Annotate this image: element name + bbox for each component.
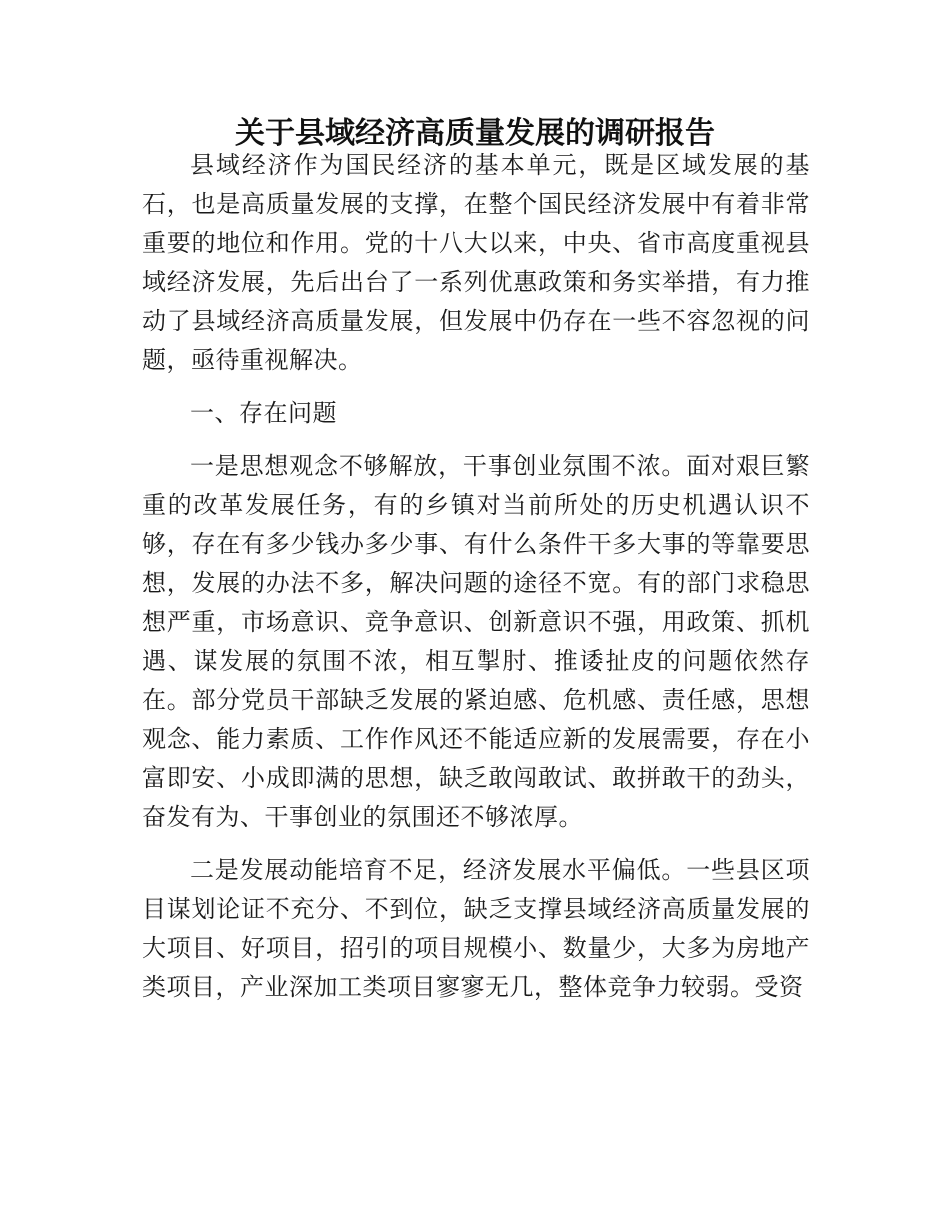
section-heading-problems: 一、存在问题 <box>190 399 337 427</box>
document-body <box>142 146 810 1021</box>
problem-paragraph-1: 一是思想观念不够解放，干事创业氛围不浓。面对艰巨繁重的改革发展任务，有的乡镇对当前所处的历史机遇认识不够，存在有多少钱办多少事、有什么条件干多大事的等靠要思想，发展的办法不多，解决问题的途径不宽。有的部门求稳思想严重，市场意识、竞争意识、创新意识不强，用政策、抓机遇、谋发展的氛围不浓，相互掣肘、推诿扯皮的问题依然存在。部分党员干部缺乏发展的紧迫感、危机感、责任感，思想观念、能力素质、工作作风还不能适应新的发展需要，存在小富即安、小成即满的思想，缺乏敢闯敢试、敢拼敢干的劲头，奋发有为、干事创业的氛围还不够浓厚。 <box>142 452 810 831</box>
intro-paragraph: 县域经济作为国民经济的基本单元，既是区域发展的基石，也是高质量发展的支撑，在整个国民经济发展中有着非常重要的地位和作用。党的十八大以来，中央、省市高度重视县域经济发展，先后出台了一系列优惠政策和务实举措，有力推动了县域经济高质量发展，但发展中仍存在一些不容忽视的问题，亟待重视解决。 <box>142 151 810 374</box>
document-title: 关于县域经济高质量发展的调研报告 <box>235 116 715 151</box>
problem-paragraph-2: 二是发展动能培育不足，经济发展水平偏低。一些县区项目谋划论证不充分、不到位，缺乏支撑县域经济高质量发展的大项目、好项目，招引的项目规模小、数量少，大多为房地产类项目，产业深加工类项目寥寥无几，整体竞争力较弱。受资 <box>142 856 810 1001</box>
